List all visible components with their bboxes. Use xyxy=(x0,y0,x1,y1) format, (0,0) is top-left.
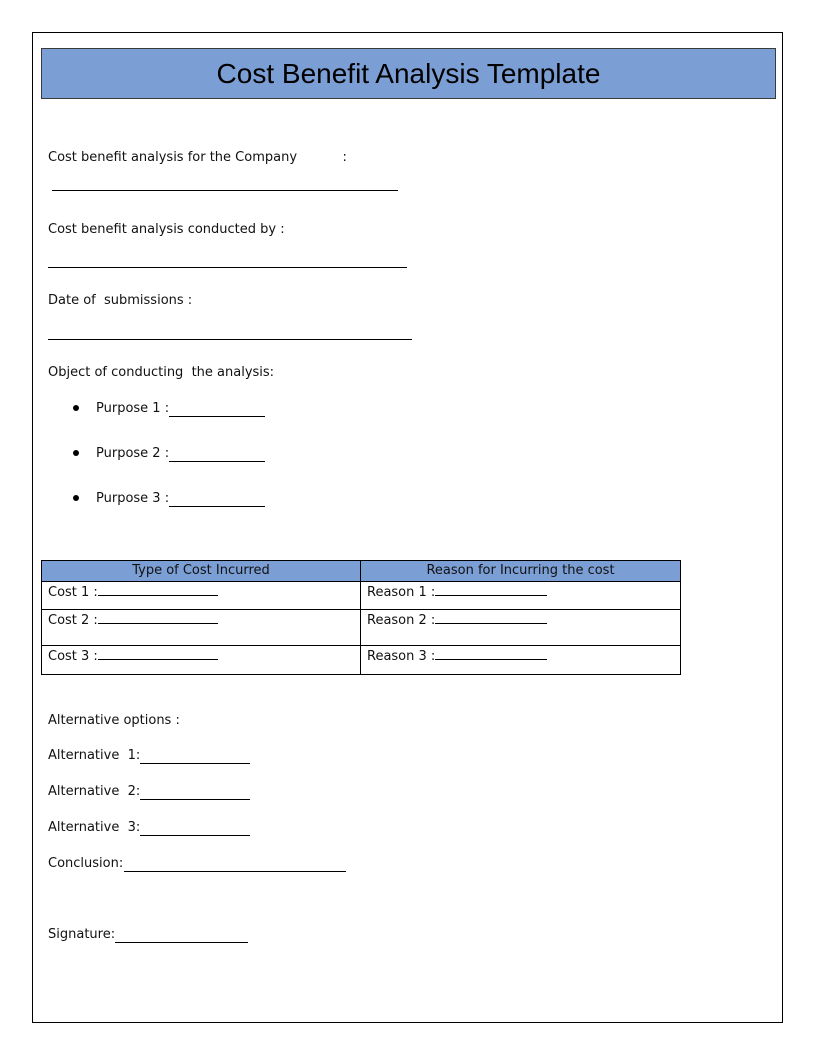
reason-3-input-line[interactable] xyxy=(435,647,547,660)
table-cell[interactable] xyxy=(361,582,681,610)
alternative-3-input-line[interactable] xyxy=(140,835,250,836)
table-row xyxy=(42,610,681,646)
bullet-icon xyxy=(73,450,79,456)
alternatives-heading: Alternative options : xyxy=(48,713,180,728)
reason-1-label: Reason 1 : xyxy=(367,585,436,600)
page-title: Cost Benefit Analysis Template xyxy=(216,57,601,89)
cost-3-label: Cost 3 : xyxy=(48,649,98,664)
purpose-1-input-line[interactable] xyxy=(169,416,265,417)
company-input-line[interactable] xyxy=(52,190,398,191)
bullet-icon xyxy=(73,405,79,411)
table-cell[interactable] xyxy=(361,646,681,675)
signature-label: Signature: xyxy=(48,927,116,942)
cost-3-input-line[interactable] xyxy=(98,647,218,660)
purpose-3-input-line[interactable] xyxy=(169,506,265,507)
table-header-reason: Reason for Incurring the cost xyxy=(361,561,681,582)
table-row xyxy=(42,582,681,610)
bullet-icon xyxy=(73,495,79,501)
cost-table xyxy=(41,560,681,675)
table-header-row xyxy=(42,561,681,582)
purpose-1-label: Purpose 1 : xyxy=(96,401,170,416)
table-header-cost: Type of Cost Incurred xyxy=(42,561,361,582)
table-cell[interactable] xyxy=(361,610,681,646)
purpose-2-input-line[interactable] xyxy=(169,461,265,462)
title-banner xyxy=(41,48,776,99)
reason-2-label: Reason 2 : xyxy=(367,613,436,628)
cost-2-label: Cost 2 : xyxy=(48,613,98,628)
cost-1-input-line[interactable] xyxy=(98,583,218,596)
page-border xyxy=(32,32,783,1023)
company-label: Cost benefit analysis for the Company : xyxy=(48,150,347,165)
alternative-2-input-line[interactable] xyxy=(140,799,250,800)
purpose-2-label: Purpose 2 : xyxy=(96,446,170,461)
alternative-1-label: Alternative 1: xyxy=(48,748,141,763)
reason-3-label: Reason 3 : xyxy=(367,649,436,664)
reason-2-input-line[interactable] xyxy=(435,611,547,624)
reason-1-input-line[interactable] xyxy=(435,583,547,596)
date-label: Date of submissions : xyxy=(48,293,193,308)
table-row xyxy=(42,646,681,675)
table-cell[interactable] xyxy=(42,582,361,610)
object-label: Object of conducting the analysis: xyxy=(48,365,275,380)
conclusion-input-line[interactable] xyxy=(124,871,346,872)
alternative-1-input-line[interactable] xyxy=(140,763,250,764)
table-cell[interactable] xyxy=(42,646,361,675)
conducted-by-label: Cost benefit analysis conducted by : xyxy=(48,222,285,237)
conducted-by-input-line[interactable] xyxy=(48,267,407,268)
cost-1-label: Cost 1 : xyxy=(48,585,98,600)
alternative-2-label: Alternative 2: xyxy=(48,784,141,799)
alternative-3-label: Alternative 3: xyxy=(48,820,141,835)
date-input-line[interactable] xyxy=(48,339,412,340)
signature-input-line[interactable] xyxy=(115,942,248,943)
purpose-3-label: Purpose 3 : xyxy=(96,491,170,506)
cost-2-input-line[interactable] xyxy=(98,611,218,624)
table-cell[interactable] xyxy=(42,610,361,646)
conclusion-label: Conclusion: xyxy=(48,856,124,871)
